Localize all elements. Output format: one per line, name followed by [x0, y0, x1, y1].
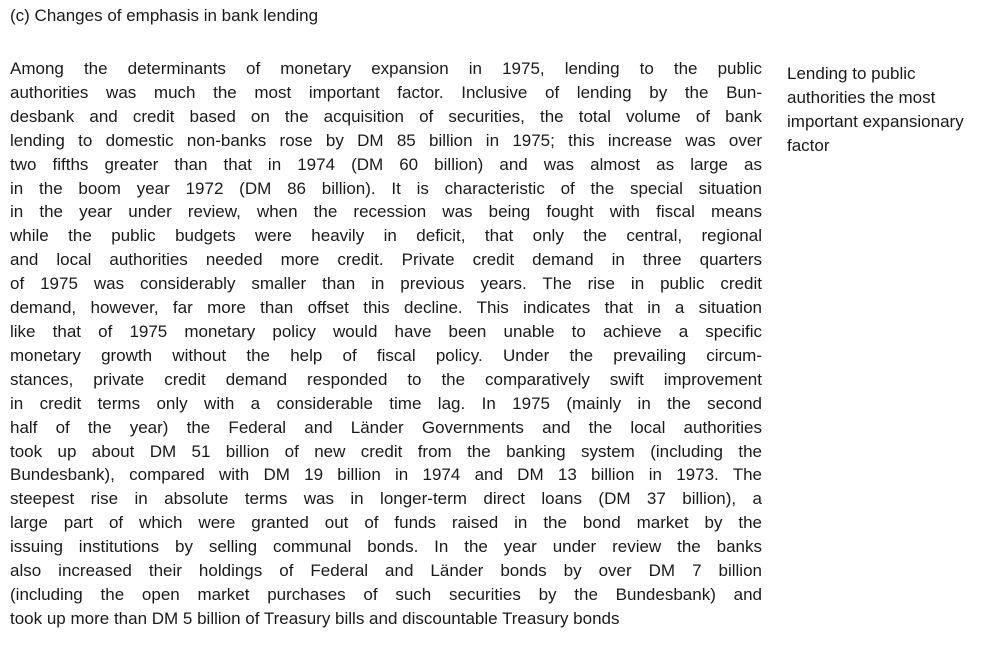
body-line: of 1975 was considerably smaller than in previous years. The rise in public credit — [10, 274, 762, 294]
body-line: while the public budgets were heavily in deficit, that only the central, regional — [10, 226, 762, 246]
body-line: authorities was much the most important factor. Inclusive of lending by the Bun- — [10, 82, 762, 102]
body-line: two fifths greater than that in 1974 (DM 60 billion) and was almost as large as — [10, 154, 762, 174]
body-line: and local authorities needed more credit. Private credit demand in three quarters — [10, 250, 762, 270]
body-line: demand, however, far more than offset this decline. This indicates that in a situation — [10, 298, 762, 318]
margin-note-line: authorities the most — [787, 88, 936, 107]
body-line: (including the open market purchases of such securities by the Bundesbank) and — [10, 584, 762, 604]
body-line: steepest rise in absolute terms was in longer-term direct loans (DM 37 billion), a — [10, 489, 762, 509]
body-line: took up about DM 51 billion of new credit from the banking system (including the — [10, 441, 762, 461]
body-line: in the year under review, when the recession was being fought with fiscal means — [10, 202, 762, 222]
body-line: Among the determinants of monetary expansion in 1975, lending to the public — [10, 59, 762, 78]
margin-note-line: factor — [787, 136, 830, 155]
body-line: issuing institutions by selling communal bonds. In the year under review the banks — [10, 537, 762, 557]
body-line: took up more than DM 5 billion of Treasury bills and discountable Treasury bonds — [10, 608, 620, 628]
body-line: like that of 1975 monetary policy would have been unable to achieve a specific — [10, 321, 762, 341]
body-line: desbank and credit based on the acquisition of securities, the total volume of bank — [10, 106, 762, 126]
body-line: Bundesbank), compared with DM 19 billion in 1974 and DM 13 billion in 1973. The — [10, 465, 762, 485]
body-line: monetary growth without the help of fiscal policy. Under the prevailing circum- — [10, 345, 762, 365]
body-line: half of the year) the Federal and Länder Governments and the local authorities — [10, 417, 762, 437]
body-paragraph — [10, 57, 762, 631]
body-line: in credit terms only with a considerable time lag. In 1975 (mainly in the second — [10, 393, 762, 413]
margin-note — [787, 62, 1002, 158]
section-heading: (c) Changes of emphasis in bank lending — [10, 6, 319, 25]
body-line: lending to domestic non-banks rose by DM 85 billion in 1975; this increase was over — [10, 130, 762, 150]
body-line: in the boom year 1972 (DM 86 billion). It is characteristic of the special situation — [10, 178, 762, 198]
body-line: large part of which were granted out of funds raised in the bond market by the — [10, 513, 762, 533]
body-line: also increased their holdings of Federal and Länder bonds by over DM 7 billion — [10, 561, 762, 581]
body-line: stances, private credit demand responded to the comparatively swift improvement — [10, 369, 762, 389]
margin-note-line: Lending to public — [787, 64, 916, 83]
margin-note-line: important expansionary — [787, 112, 964, 131]
